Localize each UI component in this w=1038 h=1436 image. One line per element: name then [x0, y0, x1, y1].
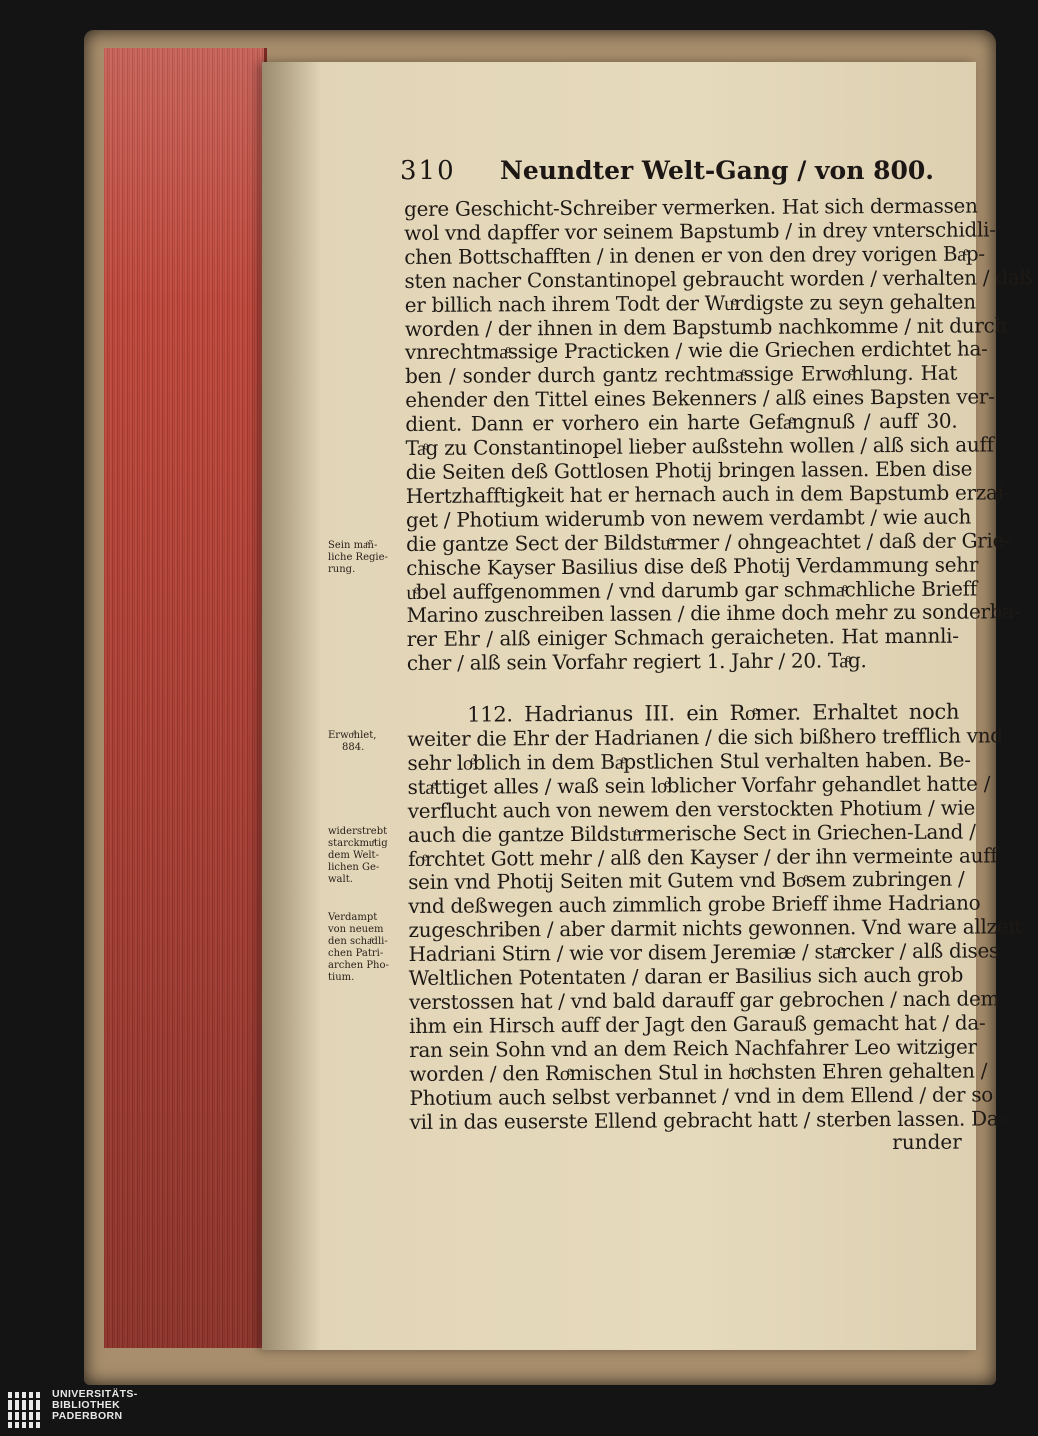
marginal-line: von neuem	[328, 924, 384, 935]
library-logo-icon	[6, 1390, 46, 1430]
text-line: die Seiten deß Gottlosen Photij bringen lassen. Eben dise	[405, 456, 973, 484]
text-line: get / Photium widerumb von newem verdambt / wie auch	[405, 504, 972, 532]
text-line: worden / der ihnen in dem Bapstumb nachkomme / nit durch	[404, 312, 1008, 341]
text-line: Weltlichen Potentaten / daran er Basilius sich auch grob	[408, 962, 964, 991]
footer-bar	[0, 1388, 1000, 1436]
marginal-line: 884.	[342, 742, 365, 753]
library-name-line: PADERBORN	[52, 1410, 123, 1422]
text-line: sein vnd Photij Seiten mit Gutem vnd Boͤsem zubringen /	[408, 867, 965, 895]
text-line: chen Bottschafften / in denen er von den drey vorigen Baͤp-	[404, 241, 985, 269]
text-line: sehr loͤblich in dem Baͤpstlichen Stul verhalten haben. Be-	[407, 747, 971, 775]
text-line: ihm ein Hirsch auff der Jagt den Garauß gemacht hat / da-	[408, 1010, 986, 1038]
text-line: cher / alß sein Vorfahr regiert 1. Jahr / 20. Taͤg.	[406, 648, 867, 676]
marginal-line: widerstrebt	[328, 826, 388, 837]
marginal-line: lichen Ge-	[328, 862, 380, 873]
section-heading-line: 112. Hadrianus III. ein Roͤmer. Erhaltet noch	[467, 699, 960, 727]
text-line: dient. Dann er vorhero ein harte Gefaͤngnuß / auff 30.	[405, 408, 958, 437]
text-line: wol vnd dapffer vor seinem Bapstumb / in drey vnterschidli-	[404, 217, 996, 245]
paragraph-1	[403, 193, 1033, 676]
text-line: foͤrchtet Gott mehr / alß den Kayser / der ihn vermeinte auff	[407, 842, 998, 871]
text-line: sten nacher Constantinopel gebraucht worden / verhalten / daß	[404, 264, 1033, 293]
text-line: staͤttiget alles / waß sein loͤblicher Vorfahr gehandlet hatte /	[407, 771, 991, 799]
marginal-note-widerstrebt	[328, 826, 406, 886]
marginal-line: starckmuͤtig	[328, 838, 388, 849]
marginal-note-verdampt	[328, 912, 406, 984]
text-line: vil in das euserste Ellend gebracht hatt / sterben lassen. Da-	[409, 1105, 1005, 1134]
library-name	[52, 1389, 138, 1422]
text-line: verstossen hat / vnd bald darauff gar gebrochen / nach dem	[408, 986, 1000, 1014]
text-line: zugeschriben / aber darmit nichts gewonnen. Vnd ware allzeit	[408, 914, 1023, 943]
catchword: runder	[892, 1130, 962, 1155]
marginal-line: tium.	[328, 972, 355, 983]
text-line: worden / den Roͤmischen Stul in hoͤchsten Ehren gehalten /	[409, 1058, 988, 1086]
library-name-line: UNIVERSITÄTS-	[52, 1388, 138, 1400]
paragraph-2	[407, 699, 1023, 1135]
text-line: ben / sonder durch gantz rechtmaͤssige Erwoͤhlung. Hat	[405, 360, 958, 389]
text-line: vnd deßwegen auch zimmlich grobe Brieff ihme Hadriano	[408, 890, 981, 919]
library-name-line: BIBLIOTHEK	[52, 1399, 121, 1411]
marginal-line: den schaͤdli-	[328, 936, 388, 947]
marginal-line: archen Pho-	[328, 960, 389, 971]
text-line: weiter die Ehr der Hadrianen / die sich bißhero trefflich vnd	[407, 723, 1003, 752]
text-line: Hertzhafftigkeit hat er hernach auch in dem Bapstumb erzai-	[405, 480, 1011, 508]
text-line: Marino zuschreiben lassen / die ihme doch mehr zu sonderba-	[406, 599, 1021, 628]
text-line: Hadriani Stirn / wie vor disem Jeremiæ / staͤrcker / alß dises	[408, 938, 1000, 967]
page-number: 310	[400, 156, 456, 186]
marginal-line: Erwoͤhlet,	[328, 730, 377, 741]
page-header	[400, 152, 960, 192]
marginal-line: chen Patri-	[328, 948, 384, 959]
marginal-note-regierung	[328, 540, 406, 576]
text-line: Taͤg zu Constantinopel lieber außstehn wollen / alß sich auff	[405, 432, 994, 461]
text-line: uͤbel auffgenommen / vnd darumb gar schmaͤchliche Brieff	[406, 576, 977, 604]
marginal-line: Sein maͤñ-	[328, 540, 378, 551]
text-line: die gantze Sect der Bildstuͤrmer / ohngeachtet / daß der Grie-	[406, 527, 1011, 556]
text-line: rer Ehr / alß einiger Schmach geraicheten. Hat mannli-	[406, 623, 959, 652]
text-line: Photium auch selbst verbannet / vnd in dem Ellend / der so	[409, 1082, 994, 1110]
text-line: auch die gantze Bildstuͤrmerische Sect in Griechen-Land /	[407, 819, 976, 847]
text-line: ehender den Tittel eines Bekenners / alß eines Bapsten ver-	[405, 384, 995, 413]
marginal-line: dem Welt-	[328, 850, 379, 861]
text-line: gere Geschicht-Schreiber vermerken. Hat sich dermassen	[403, 193, 978, 221]
marginal-note-erwoehlet	[328, 730, 406, 754]
marginal-line: rung.	[328, 564, 356, 575]
gutter-shadow	[262, 62, 322, 1350]
text-line: ran sein Sohn vnd an dem Reich Nachfahrer Leo witziger	[409, 1034, 977, 1062]
body-text	[403, 193, 1033, 1159]
text-line: vnrechtmaͤssige Practicken / wie die Griechen erdichtet ha-	[404, 336, 988, 365]
text-line: verflucht auch von newem den verstockten Photium / wie	[407, 795, 976, 823]
marginal-line: walt.	[328, 874, 353, 885]
marginal-line: liche Regie-	[328, 552, 388, 563]
text-line: chische Kayser Basilius dise deß Photij Verdammung sehr	[406, 552, 979, 580]
marginal-line: Verdampt	[328, 912, 378, 923]
text-line: er billich nach ihrem Todt der Wuͤrdigste zu seyn gehalten	[404, 289, 976, 317]
running-title: Neundter Welt-Gang / von 800.	[500, 156, 934, 185]
page-edge-shading	[104, 48, 264, 1348]
